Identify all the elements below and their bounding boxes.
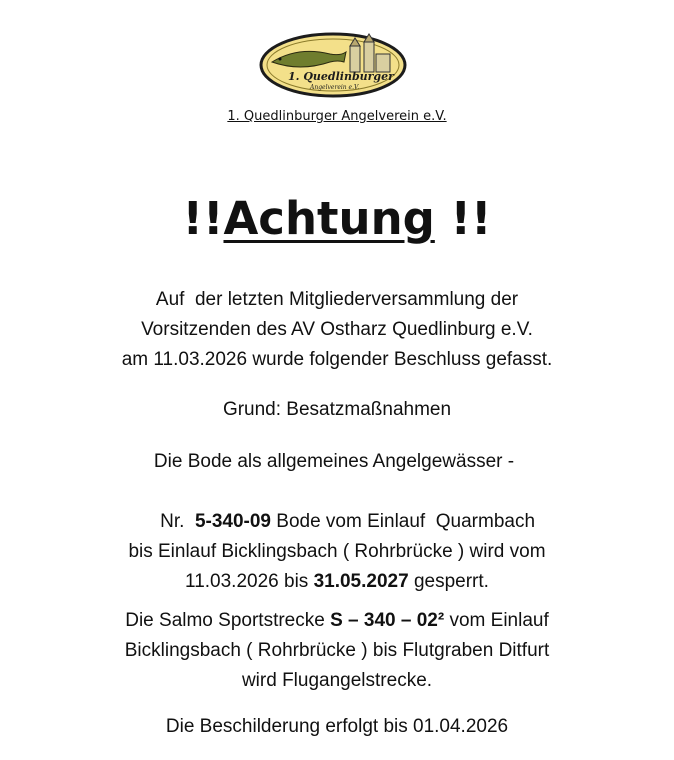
headline: [0, 192, 674, 245]
headline-suffix: !!: [450, 192, 492, 245]
paragraph-closure: [0, 447, 674, 597]
stretch-name: Die Salmo Sportstrecke: [125, 610, 325, 631]
logo-text-line2: Angelverein e.V.: [310, 84, 360, 91]
closure-end-date: 31.05.2027: [313, 571, 409, 592]
paragraph-flyfishing-line2: Bicklingsbach ( Rohrbrücke ) bis Flutgraben Ditfurt: [124, 640, 550, 661]
club-logo-image: [258, 32, 408, 98]
stretch-start: vom Einlauf: [449, 610, 549, 631]
paragraph-flyfishing-line3: wird Flugangelstrecke.: [241, 670, 433, 691]
club-logo: [258, 32, 408, 98]
closure-start: 11.03.2026 bis: [185, 571, 309, 592]
paragraph-meeting-line1: Auf der letzten Mitgliederversammlung der: [155, 289, 519, 310]
signage-note: Die Beschilderung erfolgt bis 01.04.2026: [165, 716, 509, 737]
paragraph-meeting-line2: Vorsitzenden des AV Ostharz Quedlinburg e.V.: [141, 319, 533, 340]
headline-word: Achtung: [223, 192, 435, 245]
paragraph-meeting-line3: am 11.03.2026 wurde folgender Beschluss gefasst.: [121, 349, 553, 370]
paragraph-closure-line2: [0, 477, 674, 537]
water-number-label: Nr.: [160, 511, 185, 532]
paragraph-closure-line1: Die Bode als allgemeines Angelgewässer -: [153, 451, 515, 472]
water-number: 5-340-09: [194, 511, 271, 532]
closure-suffix: gesperrt.: [413, 571, 489, 592]
paragraph-closure-line4: [0, 567, 674, 597]
headline-prefix: !!: [182, 192, 224, 245]
logo-text-line1: 1. Quedlinburger: [288, 70, 394, 83]
paragraph-flyfishing-line1: [0, 606, 674, 636]
stretch-code: S – 340 – 02²: [330, 610, 445, 631]
paragraph-flyfishing: [0, 606, 674, 696]
club-name: 1. Quedlinburger Angelverein e.V.: [227, 109, 447, 124]
paragraph-meeting: [0, 285, 674, 375]
paragraph-closure-line3: bis Einlauf Bicklingsbach ( Rohrbrücke ) wird vom: [128, 541, 546, 562]
water-section: Bode vom Einlauf Quarmbach: [276, 511, 536, 532]
reason-line: Grund: Besatzmaßnahmen: [222, 399, 452, 420]
